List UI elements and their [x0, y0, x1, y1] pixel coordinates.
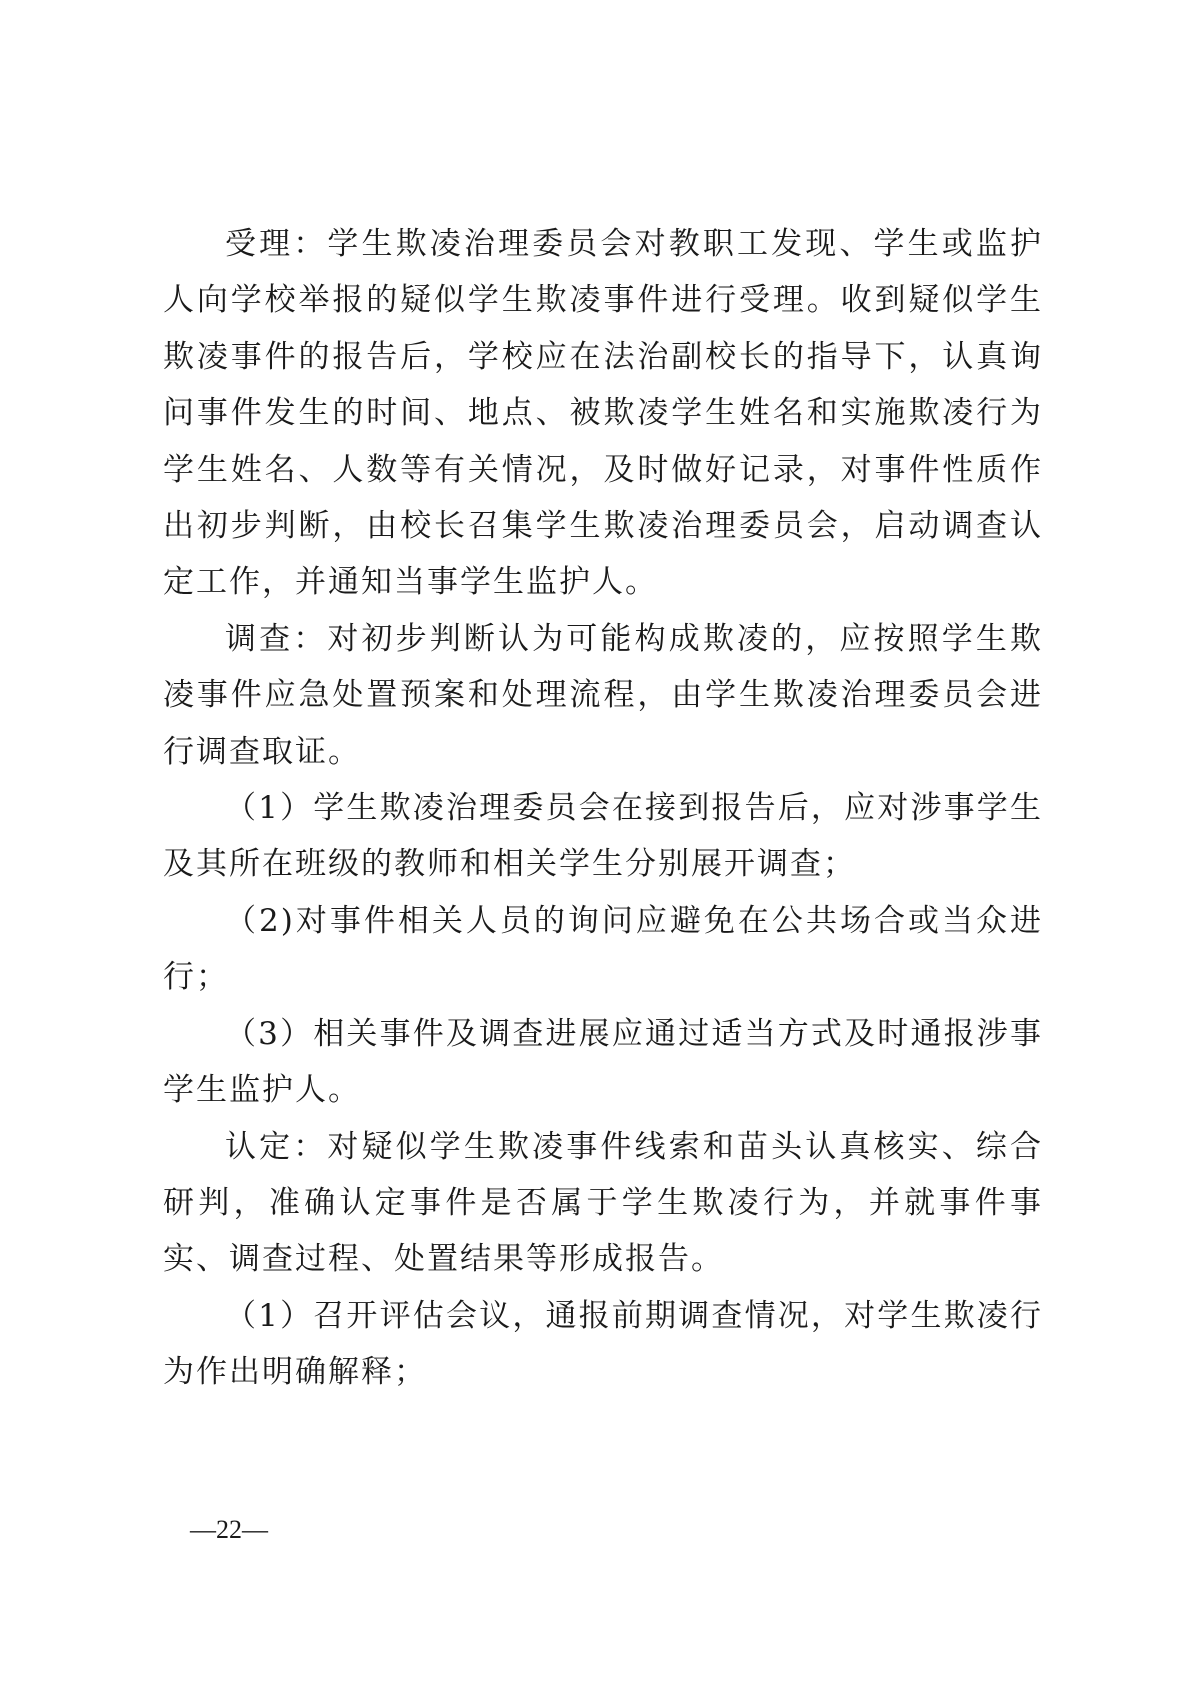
paragraph-investigation-item-1: （1）学生欺凌治理委员会在接到报告后，应对涉事学生及其所在班级的教师和相关学生分别展开调查； — [163, 790, 1043, 883]
body-text — [163, 216, 1043, 1401]
paragraph-investigation: 调查：对初步判断认为可能构成欺凌的，应按照学生欺凌事件应急处置预案和处理流程，由学生欺凌治理委员会进行调查取证。 — [163, 620, 1043, 770]
paragraph-investigation-item-2: （2)对事件相关人员的询问应避免在公共场合或当众进行； — [163, 902, 1043, 996]
paragraph-acceptance: 受理：学生欺凌治理委员会对教职工发现、学生或监护人向学校举报的疑似学生欺凌事件进行受理。收到疑似学生欺凌事件的报告后，学校应在法治副校长的指导下，认真询问事件发生的时间、地点、被欺凌学生姓名和实施欺凌行为学生姓名、人数等有关情况，及时做好记录，对事件性质作出初步判断，由校长召集学生欺凌治理委员会，启动调查认定工作，并通知当事学生监护人。 — [163, 226, 1043, 601]
paragraph-determination-item-1: （1）召开评估会议，通报前期调查情况，对学生欺凌行为作出明确解释； — [163, 1297, 1043, 1391]
paragraph-investigation-item-3: （3）相关事件及调查进展应通过适当方式及时通报涉事学生监护人。 — [163, 1015, 1043, 1109]
page-number: —22— — [190, 1515, 268, 1544]
paragraph-determination: 认定：对疑似学生欺凌事件线索和苗头认真核实、综合研判，准确认定事件是否属于学生欺凌行为，并就事件事实、调查过程、处置结果等形成报告。 — [163, 1128, 1043, 1278]
